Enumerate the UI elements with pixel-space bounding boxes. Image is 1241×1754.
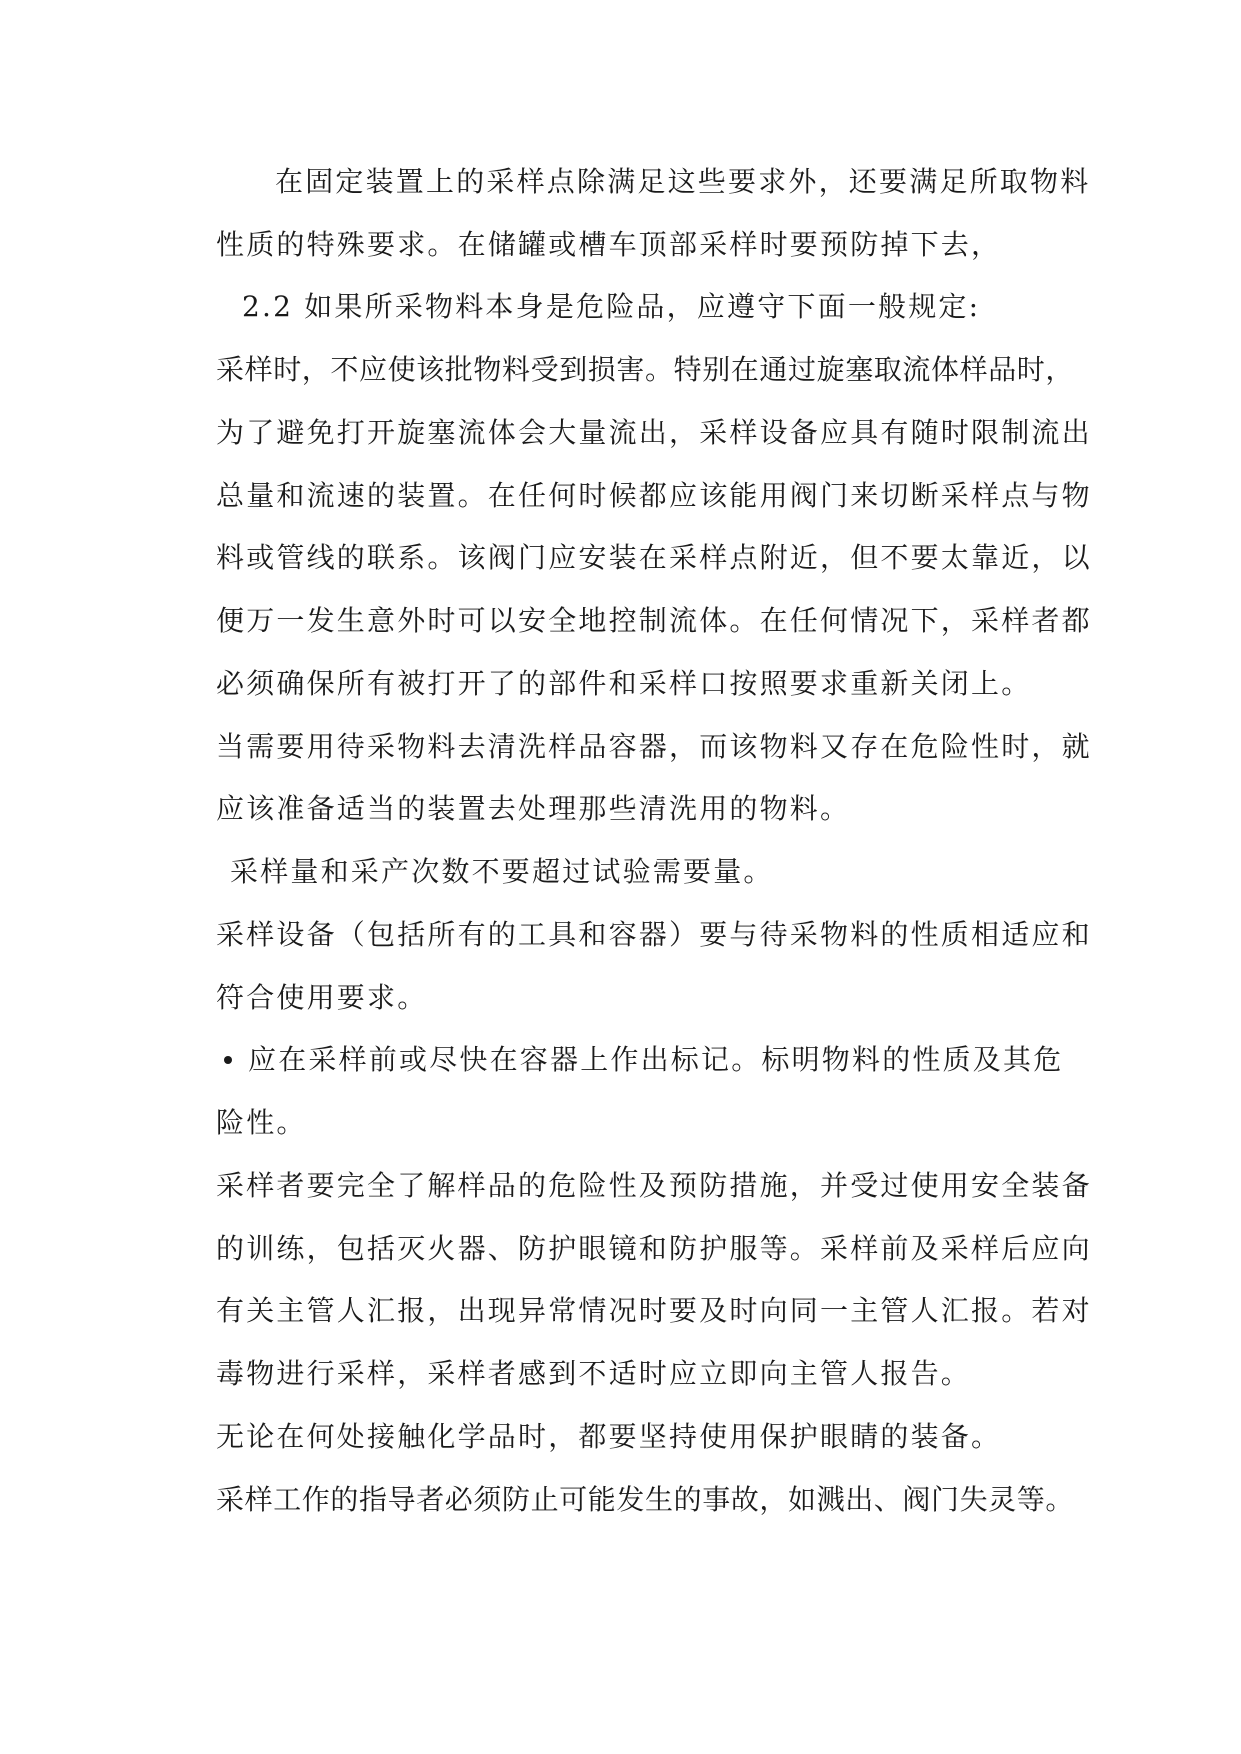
paragraph-line: 便万一发生意外时可以安全地控制流体。在任何情况下，采样者都 <box>216 604 1092 637</box>
paragraph-line: 采样设备（包括所有的工具和容器）要与待采物料的性质相适应和 <box>216 918 1092 951</box>
paragraph-line: 料或管线的联系。该阀门应安装在采样点附近，但不要太靠近，以 <box>216 541 1092 574</box>
paragraph-line: 总量和流速的装置。在任何时候都应该能用阀门来切断采样点与物 <box>216 479 1092 512</box>
paragraph-line: 符合使用要求。 <box>216 981 428 1014</box>
paragraph-line: 采样时，不应使该批物料受到损害。特别在通过旋塞取流体样品时， <box>216 353 1075 386</box>
paragraph-line: 在固定装置上的采样点除满足这些要求外，还要满足所取物料 <box>275 165 1091 198</box>
bullet-item <box>210 1040 1064 1080</box>
paragraph-line: 应该准备适当的装置去处理那些清洗用的物料。 <box>216 792 851 825</box>
paragraph-line: 无论在何处接触化学品时，都要坚持使用保护眼睛的装备。 <box>216 1420 1002 1453</box>
paragraph-line: 当需要用待采物料去清洗样品容器，而该物料又存在危险性时，就 <box>216 730 1092 763</box>
paragraph-line: 的训练，包括灭火器、防护眼镜和防护服等。采样前及采样后应向 <box>216 1232 1092 1265</box>
paragraph-line: 采样量和采产次数不要超过试验需要量。 <box>230 855 774 888</box>
paragraph-line: 为了避免打开旋塞流体会大量流出，采样设备应具有随时限制流出 <box>216 416 1092 449</box>
bullet-text: 应在采样前或尽快在容器上作出标记。标明物料的性质及其危 <box>248 1043 1064 1076</box>
paragraph-line: 毒物进行采样，采样者感到不适时应立即向主管人报告。 <box>216 1357 972 1390</box>
paragraph-line: 有关主管人汇报，出现异常情况时要及时向同一主管人汇报。若对 <box>216 1294 1092 1327</box>
paragraph-line: 险性。 <box>216 1106 307 1139</box>
section-heading: 2.2 如果所采物料本身是危险品，应遵守下面一般规定: <box>242 290 981 323</box>
bullet-dot-icon <box>224 1056 232 1064</box>
paragraph-line: 性质的特殊要求。在储罐或槽车顶部采样时要预防掉下去， <box>216 228 1002 261</box>
paragraph-line: 采样者要完全了解样品的危险性及预防措施，并受过使用安全装备 <box>216 1169 1092 1202</box>
paragraph-line: 采样工作的指导者必须防止可能发生的事故，如溅出、阀门失灵等。 <box>216 1483 1075 1516</box>
paragraph-line: 必须确保所有被打开了的部件和采样口按照要求重新关闭上。 <box>216 667 1032 700</box>
